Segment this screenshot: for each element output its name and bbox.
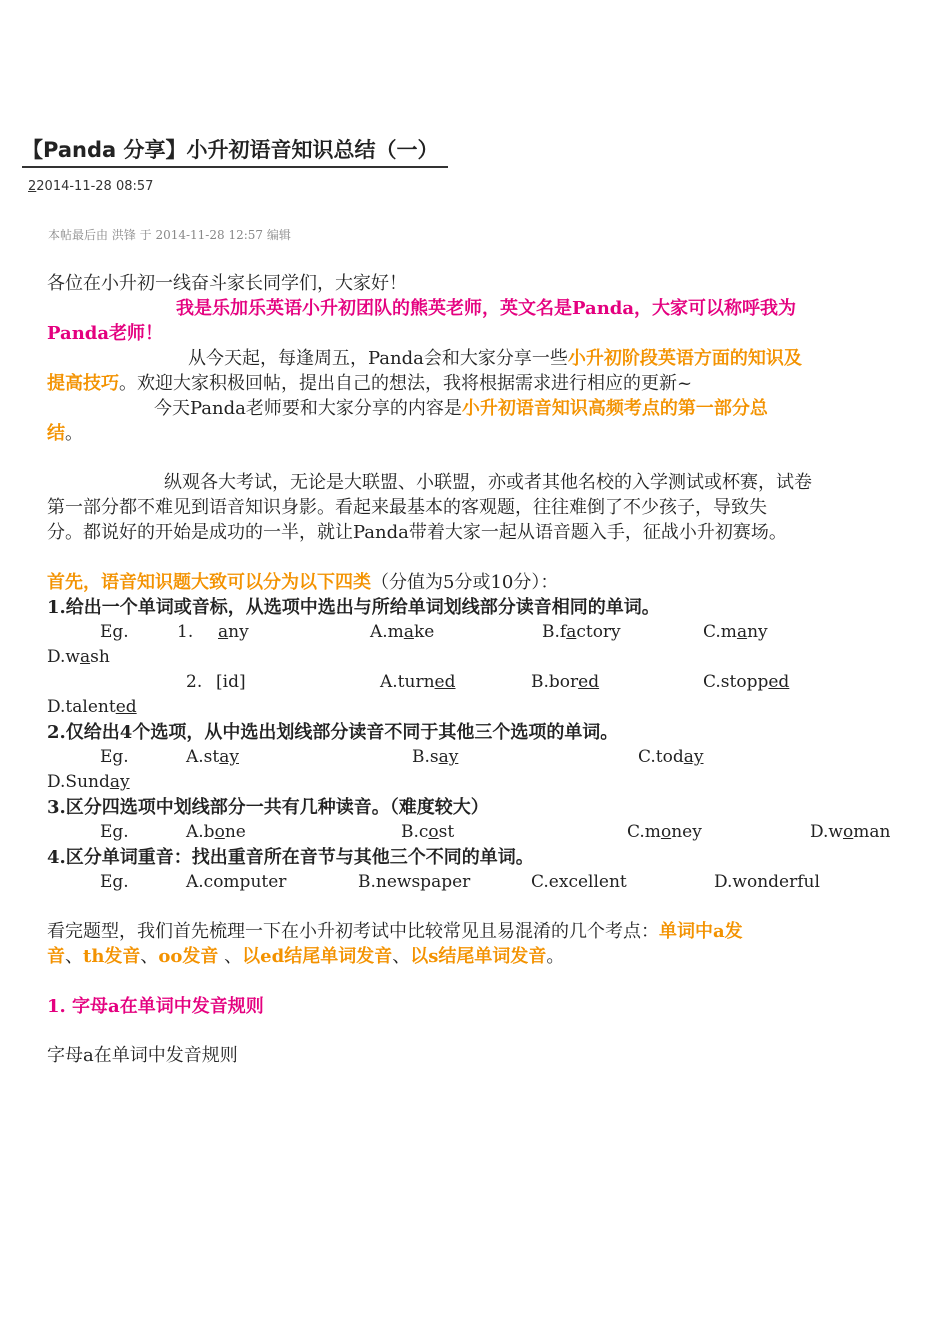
option-b: B.factory	[542, 622, 621, 642]
plan-text: 从今天起，每逢周五，Panda会和大家分享一些	[188, 348, 568, 369]
option-a: A.stay	[186, 747, 239, 767]
today-end: 。	[65, 423, 83, 444]
option-b: B.say	[412, 747, 459, 767]
self-intro-line-1: 我是乐加乐英语小升初团队的熊英老师，英文名是Panda，大家可以称呼我为	[176, 298, 797, 319]
option-b: B.cost	[401, 822, 455, 842]
eg-label: Eg.	[100, 872, 129, 892]
points-line-2: 音、th发音、oo发音 、以ed结尾单词发音、以s结尾单词发音。	[47, 946, 565, 967]
option-a: A.make	[370, 622, 435, 642]
overview-line-1: 纵观各大考试，无论是大联盟、小联盟，亦或者其他名校的入学测试或杯赛，试卷	[164, 472, 812, 493]
eg-label: Eg.	[100, 622, 129, 642]
today-line-1	[154, 396, 768, 421]
point-s-ending: 以s结尾单词发音	[410, 946, 547, 967]
point-th-sound: th发音	[83, 946, 141, 967]
eg-label: Eg.	[100, 822, 129, 842]
type-4: 4.区分单词重音：找出重音所在音节与其他三个不同的单词。	[47, 847, 534, 868]
self-intro-line-2: Panda老师！	[47, 323, 164, 344]
overview-line-3: 分。都说好的开始是成功的一半，就让Panda带着大家一起从语音题入手，征战小升初赛场。	[47, 522, 787, 543]
phonetic-symbol: [id]	[216, 672, 246, 692]
option-d: D.talented	[47, 697, 137, 717]
type-3: 3.区分四选项中划线部分一共有几种读音。（难度较大）	[47, 797, 489, 818]
edited-note: 本帖最后由 洪锋 于 2014-11-28 12:57 编辑	[48, 228, 291, 242]
plan-highlight-2: 提高技巧	[47, 373, 119, 394]
today-line-2	[47, 421, 83, 446]
option-c: C.today	[638, 747, 704, 767]
option-c: C.stopped	[703, 672, 790, 692]
section-1-body: 字母a在单词中发音规则	[47, 1045, 238, 1066]
question-number: 1.	[177, 622, 194, 642]
option-c: C.excellent	[531, 872, 627, 892]
page-title: 【Panda 分享】小升初语音知识总结（一）	[22, 134, 448, 168]
overview-line-2: 第一部分都不难见到语音知识身影。看起来最基本的客观题，往往难倒了不少孩子，导致失	[47, 497, 767, 518]
type-2: 2.仅给出4个选项，从中选出划线部分读音不同于其他三个选项的单词。	[47, 722, 619, 743]
point-ed-ending: 以ed结尾单词发音	[242, 946, 393, 967]
post-date	[28, 179, 153, 194]
option-b: B.bored	[531, 672, 600, 692]
date-text: 2014-11-28 08:57	[36, 179, 154, 194]
option-d: D.Sunday	[47, 772, 130, 792]
option-a: A.turned	[380, 672, 456, 692]
types-heading-main: 首先，语音知识题大致可以分为以下四类	[47, 572, 371, 593]
plan-text-2: 。欢迎大家积极回帖，提出自己的想法，我将根据需求进行相应的更新~	[119, 373, 693, 394]
section-1-heading: 1. 字母a在单词中发音规则	[47, 996, 264, 1017]
option-d: D.wash	[47, 647, 110, 667]
plan-line-2	[47, 371, 692, 396]
date-prefix: 2	[28, 179, 37, 194]
point-oo-sound: oo发音	[158, 946, 219, 967]
option-c: C.money	[627, 822, 702, 842]
option-a: A.bone	[186, 822, 246, 842]
point-a-sound: 单词中a发	[659, 921, 743, 942]
option-d: D.wonderful	[714, 872, 820, 892]
today-highlight: 小升初语音知识高频考点的第一部分总	[461, 398, 768, 419]
plan-highlight: 小升初阶段英语方面的知识及	[567, 348, 802, 369]
greeting: 各位在小升初一线奋斗家长同学们，大家好！	[47, 273, 407, 294]
types-heading	[47, 570, 558, 595]
question-number: 2.	[186, 672, 203, 692]
today-highlight-2: 结	[47, 423, 65, 444]
option-b: B.newspaper	[358, 872, 471, 892]
option-d: D.woman	[810, 822, 891, 842]
today-text: 今天Panda老师要和大家分享的内容是	[154, 398, 462, 419]
eg-label: Eg.	[100, 747, 129, 767]
types-heading-score: （分值为5分或10分）：	[371, 572, 559, 593]
type-1: 1.给出一个单词或音标，从选项中选出与所给单词划线部分读音相同的单词。	[47, 597, 660, 618]
question-word: any	[218, 622, 249, 642]
option-c: C.many	[703, 622, 768, 642]
plan-line-1	[188, 346, 802, 371]
option-a: A.computer	[186, 872, 287, 892]
points-lead: 看完题型，我们首先梳理一下在小升初考试中比较常见且易混淆的几个考点：	[47, 921, 659, 942]
points-line-1	[47, 919, 743, 944]
